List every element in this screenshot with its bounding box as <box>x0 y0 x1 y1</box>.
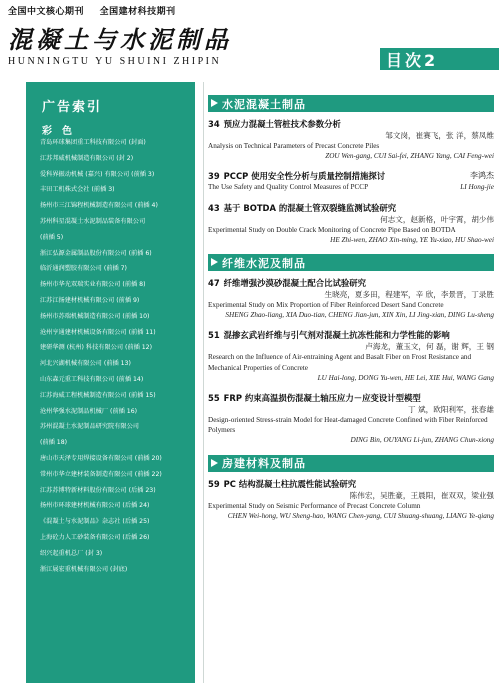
ad-index-item: 江苏苏博特新材料股份有限公司 (后插 23) <box>40 486 156 494</box>
article-entry <box>208 329 494 383</box>
ad-index-item: 绍兴起重机总厂 (封 3) <box>40 549 103 557</box>
article-authors: 邹文岗，崔赛飞，张 洋，蔡凤维 <box>385 131 494 140</box>
article-title: PCCP 使用安全性分析与质量控制措施探讨 <box>223 171 386 182</box>
ad-index-item: 上海砼力人工砂装备有限公司 (后插 26) <box>40 533 150 541</box>
article-english-authors: ZOU Wen-gang, CUI Sai-fei, ZHANG Yang, CAI Feng-wei <box>325 152 494 161</box>
ad-index-item: 河北兴湖机械有限公司 (前插 13) <box>40 360 131 368</box>
article-title: PC 结构混凝土柱抗震性能试验研究 <box>223 478 357 489</box>
ad-index-item: 苏州科星混凝土水泥制品装备有限公司 <box>40 217 146 225</box>
ad-index-item: 青岛环球集团重工科技有限公司 (封面) <box>40 139 146 146</box>
ad-index-item: 沧州亨通建材机械设备有限公司 (前插 11) <box>40 328 156 336</box>
article-page-number: 43 <box>208 202 220 213</box>
ad-index-item: 唐山市天泽专用焊接设备有限公司 (前插 20) <box>40 454 162 462</box>
article-title-row <box>208 329 494 341</box>
article-entry <box>208 202 494 245</box>
article-english-authors: LI Hong-jie <box>460 183 494 192</box>
article-title-row <box>208 277 494 289</box>
toc-label: 目次2 <box>386 50 439 70</box>
article-title: 纤维增强沙漠砂混凝土配合比试验研究 <box>223 278 367 289</box>
article-title-row <box>208 392 494 404</box>
article-entry <box>208 277 494 320</box>
ad-index-title: 广告索引 <box>42 100 103 115</box>
article-english-authors: LU Hai-long, DONG Yu-wen, HE Lei, XIE Hui, WANG Gang <box>317 373 494 382</box>
article-title: 基于 BOTDA 的混凝土管双裂缝监测试验研究 <box>223 202 397 213</box>
article-title-row <box>208 202 494 214</box>
ad-index-list <box>40 138 192 580</box>
article-english-title: Experimental Study on Seismic Performance of Precast Concrete Column <box>208 501 421 510</box>
article-page-number: 34 <box>208 119 220 129</box>
article-entry <box>208 478 494 521</box>
article-title: 混掺玄武岩纤维与引气剂对混凝土抗冻性能和力学性能的影响 <box>223 330 450 341</box>
article-english-authors: SHENG Zhao-liang, XIA Duo-tian, CHENG Jian-jun, XIN Xin, LI Jing-xian, DING Lu-sheng <box>225 311 494 320</box>
ad-index-item: 江苏江扬建材机械有限公司 (前插 9) <box>40 296 140 304</box>
article-title: FRP 约束高温损伤混凝土轴压应力－应变设计型模型 <box>223 393 421 404</box>
ad-index-item: 爱科界振动机械 (嘉兴) 有限公司 (前插 3) <box>40 170 155 178</box>
journal-pinyin: HUNNINGTU YU SHUINI ZHIPIN <box>8 56 222 67</box>
ad-index-panel <box>26 82 195 683</box>
article-title-row <box>208 170 494 182</box>
ad-index-item: (前插 5) <box>40 233 64 241</box>
article-authors: 李鸿杰 <box>470 171 494 181</box>
section-header: 纤维水泥及制品 <box>208 254 494 271</box>
ad-index-item: 扬州市苏瑞机械制造有限公司 (前插 10) <box>40 312 150 320</box>
ad-index-item: 常州市华立建材装备制造有限公司 (前插 22) <box>40 470 162 478</box>
article-english-row <box>208 182 494 192</box>
ad-index-item: 沧州华强水泥制品机械厂 (前插 16) <box>40 407 138 415</box>
article-page-number: 47 <box>208 278 220 289</box>
article-entry <box>208 118 494 161</box>
article-title-row <box>208 118 494 130</box>
section-header: 房建材料及制品 <box>208 455 494 472</box>
article-english-title: Design-oriented Stress-strain Model for Heat-damaged Concrete Confined with Fiber Reinforced Polymers <box>208 416 488 435</box>
article-authors: 陈伟宏，吴胜豪，王晨阳，崔双双，梁业强 <box>349 490 494 500</box>
article-entry <box>208 392 494 446</box>
journal-title: 混凝土与水泥制品 <box>8 25 232 54</box>
ad-index-item: 临沂通润塑胶有限公司 (前插 7) <box>40 265 127 273</box>
ad-index-item: 苏州混凝土水泥制品研究院有限公司 <box>40 423 139 431</box>
column-divider <box>203 82 204 683</box>
toc-banner <box>380 48 499 70</box>
ad-index-item: 江苏海威工程机械制造有限公司 (前插 15) <box>40 391 156 399</box>
ad-index-item: 丰田工机株式会社 (前插 3) <box>40 186 115 194</box>
article-page-number: 51 <box>208 330 220 341</box>
article-english-title: Analysis on Technical Parameters of Precast Concrete Piles <box>208 142 380 150</box>
article-authors: 卢海龙，董玉文，何 磊，谢 辉，王 钢 <box>365 342 494 352</box>
article-authors: 生晓亮，夏多田，程建军，辛 欣，李景晋，丁录胜 <box>324 290 494 300</box>
ad-index-item: 浙江展宏重机械有限公司 (封底) <box>40 565 128 573</box>
ad-index-item: 江苏邦威机械制造有限公司 (封 2) <box>40 154 134 162</box>
ad-index-item: 《混凝土与水泥制品》杂志社 (后插 25) <box>40 518 150 526</box>
article-authors: 丁 斌，欧阳利军，张春雄 <box>408 405 494 415</box>
ad-index-item: 山东森元重工科技有限公司 (前插 14) <box>40 375 144 383</box>
article-english-title: Experimental Study on Double Crack Monitoring of Concrete Pipe Based on BOTDA <box>208 225 456 234</box>
section-header: 水泥混凝土制品 <box>208 95 494 112</box>
article-page-number: 55 <box>208 393 220 404</box>
article-english-title: Experimental Study on Mix Proportion of Fiber Reinforced Desert Sand Concrete <box>208 301 444 310</box>
article-page-number: 39 <box>208 171 220 182</box>
article-english-authors: HE Zhi-wen, ZHAO Xin-ming, YE Yu-xiao, HU Shao-wei <box>330 235 494 244</box>
article-english-title: Research on the Influence of Air-entraining Agent and Basalt Fiber on Frost Resistance and Mechanical Properties of Concrete <box>208 353 472 372</box>
article-title-row <box>208 478 494 490</box>
table-of-contents <box>208 95 494 530</box>
article-english-authors: DING Bin, OUYANG Li-jun, ZHANG Chun-xiong <box>350 436 494 445</box>
core-journal-tag: 全国中文核心期刊 <box>8 7 85 17</box>
ad-index-subtitle: 彩色 <box>42 126 82 137</box>
ad-index-item: 扬州市环球建材机械有限公司 (后插 24) <box>40 502 150 510</box>
article-english-authors: CHEN Wei-hong, WU Sheng-hao, WANG Chen-yang, CUI Shuang-shuang, LIANG Ye-qiang <box>227 511 494 520</box>
article-page-number: 59 <box>208 478 220 489</box>
ad-index-item: 浙江弘源金属制品股份有限公司 (前插 6) <box>40 249 152 257</box>
ad-index-item: 扬州市华光双瑞实业有限公司 (前插 8) <box>40 281 146 289</box>
article-authors: 何志文，赵新格，叶宇霄，胡少伟 <box>380 214 494 224</box>
journal-tags <box>8 4 188 17</box>
article-english-title: The Use Safety and Quality Control Measures of PCCP <box>208 183 369 192</box>
tech-journal-tag: 全国建材科技期刊 <box>99 7 176 17</box>
ad-index-item: 建研华测 (杭州) 科技有限公司 (前插 12) <box>40 344 153 352</box>
ad-index-item: (前插 18) <box>40 439 68 447</box>
ad-index-item: 扬州市三江锦程机械制造有限公司 (前插 4) <box>40 202 158 210</box>
article-title: 预应力混凝土管桩技术参数分析 <box>223 119 341 129</box>
article-entry <box>208 170 494 192</box>
